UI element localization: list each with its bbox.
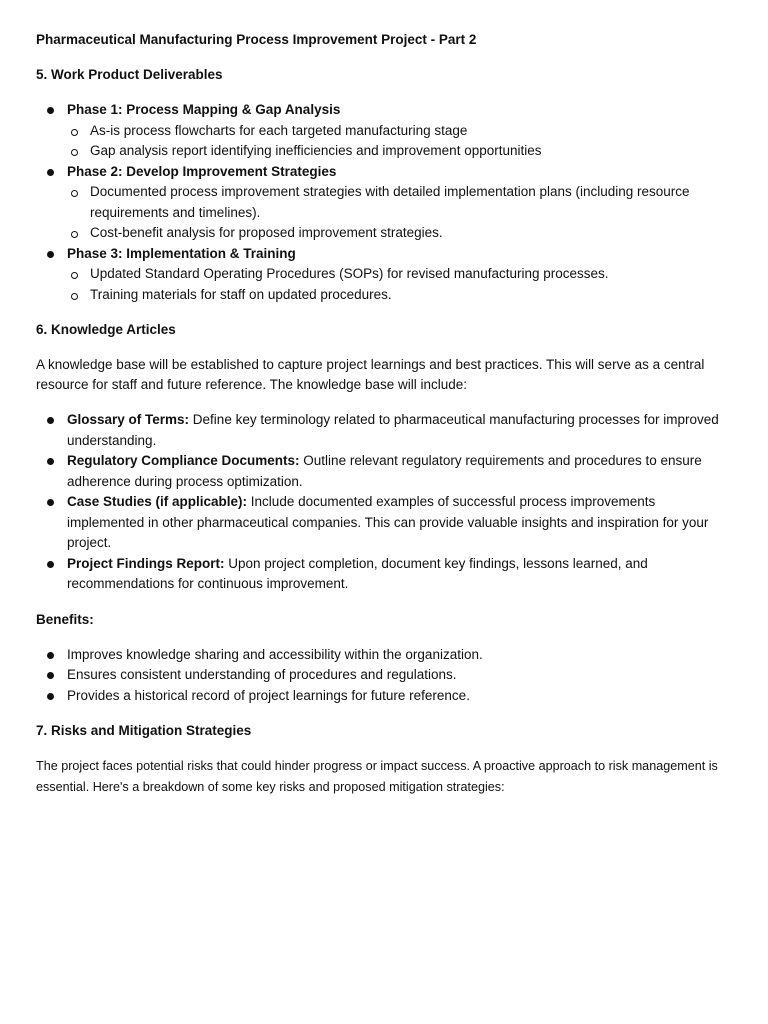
hollow-bullet-icon — [71, 129, 78, 136]
bullet-icon — [47, 693, 54, 700]
knowledge-item-text: Outline relevant regulatory requirements and procedures to ensure adherence during process optimization. — [67, 453, 702, 489]
benefit-item-text: Improves knowledge sharing and accessibility within the organization. — [67, 646, 483, 662]
phase-1-subitem — [67, 141, 736, 162]
deliverables-list — [36, 100, 736, 305]
phase-2-subitem — [67, 223, 736, 244]
section-7-intro: The project faces potential risks that could hinder progress or impact success. A proactive approach to risk management is essential. Here's a breakdown of some key risks and proposed mitigation strategies: — [36, 759, 718, 794]
benefits-heading: Benefits: — [36, 611, 94, 627]
phase-1-item — [36, 100, 736, 162]
phase-3-sublist — [67, 264, 736, 305]
phase-3-label: Phase 3: Implementation & Training — [67, 245, 296, 261]
benefit-item-text: Ensures consistent understanding of procedures and regulations. — [67, 667, 457, 682]
document-title: Pharmaceutical Manufacturing Process Improvement Project - Part 2 — [36, 32, 477, 47]
knowledge-item — [36, 492, 736, 554]
bullet-icon — [47, 499, 54, 506]
phase-2-sublist — [67, 182, 736, 244]
bullet-icon — [47, 251, 54, 258]
hollow-bullet-icon — [71, 293, 78, 300]
knowledge-item — [36, 451, 736, 492]
knowledge-item-term: Case Studies (if applicable): — [67, 494, 248, 509]
hollow-bullet-icon — [71, 190, 78, 197]
hollow-bullet-icon — [71, 231, 78, 238]
bullet-icon — [47, 169, 54, 176]
phase-1-subitem — [67, 121, 736, 142]
bullet-icon — [47, 458, 54, 465]
bullet-icon — [47, 561, 54, 568]
phase-2-item — [36, 162, 736, 244]
benefit-item — [36, 645, 736, 666]
phase-3-subitem — [67, 285, 736, 306]
phase-2-label: Phase 2: Develop Improvement Strategies — [67, 163, 337, 179]
phase-3-subitem-text: Training materials for staff on updated procedures. — [90, 286, 392, 302]
section-6-intro: A knowledge base will be established to capture project learnings and best practices. This will serve as a central resource for staff and future reference. The knowledge base will include: — [36, 357, 705, 392]
phase-3-item — [36, 244, 736, 306]
phase-2-subitem-text: Documented process improvement strategies with detailed implementation plans (including resource requirements and timelines). — [90, 184, 690, 220]
knowledge-item — [36, 410, 736, 451]
phase-2-subitem-text: Cost-benefit analysis for proposed improvement strategies. — [90, 225, 443, 240]
phase-1-sublist — [67, 121, 736, 162]
knowledge-item-term: Regulatory Compliance Documents: — [67, 453, 300, 468]
phase-2-subitem — [67, 182, 736, 223]
hollow-bullet-icon — [71, 272, 78, 279]
bullet-icon — [47, 107, 54, 114]
hollow-bullet-icon — [71, 149, 78, 156]
benefit-item — [36, 686, 736, 707]
bullet-icon — [47, 652, 54, 659]
phase-1-subitem-text: Gap analysis report identifying inefficiencies and improvement opportunities — [90, 143, 542, 158]
bullet-icon — [47, 672, 54, 679]
knowledge-list — [36, 410, 736, 595]
bullet-icon — [47, 417, 54, 424]
section-7-heading: 7. Risks and Mitigation Strategies — [36, 723, 252, 738]
benefit-item-text: Provides a historical record of project learnings for future reference. — [67, 687, 470, 703]
knowledge-item-text: Include documented examples of successful process improvements implemented in other pharmaceutical companies. This can provide valuable insights and inspiration for your project. — [67, 494, 709, 550]
knowledge-item-term: Project Findings Report: — [67, 555, 225, 571]
knowledge-item-text: Define key terminology related to pharmaceutical manufacturing processes for improved understanding. — [67, 412, 719, 448]
phase-3-subitem — [67, 264, 736, 285]
section-6-heading: 6. Knowledge Articles — [36, 322, 176, 337]
knowledge-item — [36, 554, 736, 595]
benefits-list — [36, 645, 736, 707]
phase-3-subitem-text: Updated Standard Operating Procedures (SOPs) for revised manufacturing processes. — [90, 266, 609, 281]
phase-1-label: Phase 1: Process Mapping & Gap Analysis — [67, 102, 341, 117]
benefit-item — [36, 665, 736, 686]
document-page — [36, 30, 736, 813]
knowledge-item-term: Glossary of Terms: — [67, 412, 190, 427]
knowledge-item-text: Upon project completion, document key findings, lessons learned, and recommendations for continuous improvement. — [67, 555, 648, 591]
phase-1-subitem-text: As-is process flowcharts for each targeted manufacturing stage — [90, 122, 468, 138]
section-5-heading: 5. Work Product Deliverables — [36, 67, 223, 82]
